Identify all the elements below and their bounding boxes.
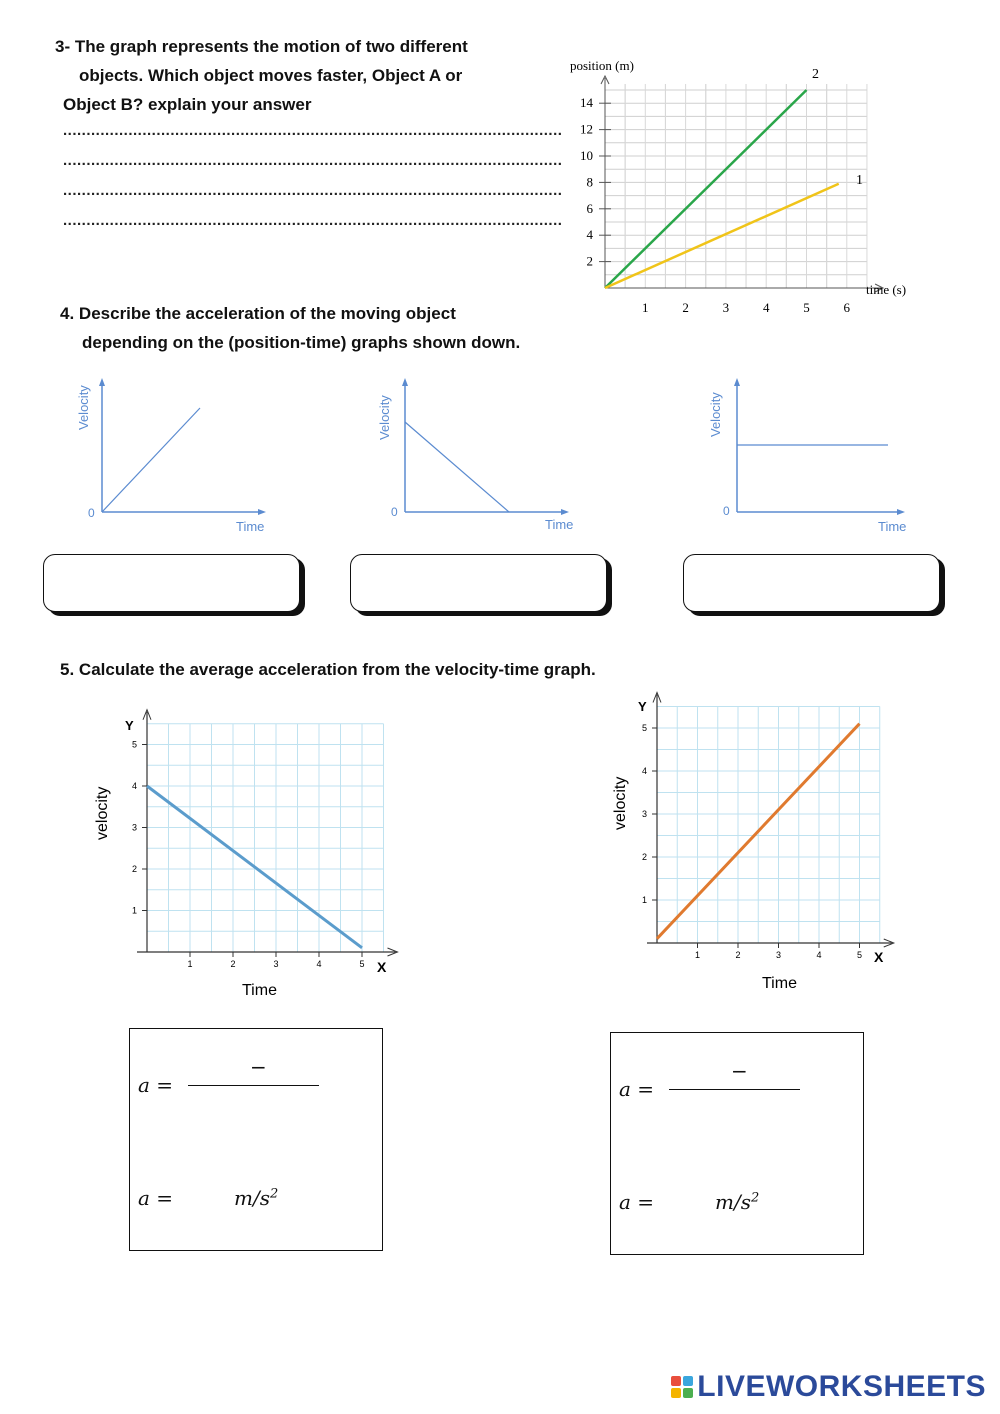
position-ylabel: position (m) <box>570 58 634 73</box>
position-xlabel: time (s) <box>866 282 907 297</box>
y-tick-label: 4 <box>131 781 137 791</box>
x-tick-label: 1 <box>694 950 701 960</box>
x-tick-label: 3 <box>775 950 782 960</box>
y-tick-label: 5 <box>641 723 647 733</box>
y-tick-label: 2 <box>586 253 593 269</box>
velocity-label: Velocity <box>76 385 91 430</box>
x-tick-label: 2 <box>682 300 689 315</box>
unit-label: $m/s^2$ <box>234 1186 279 1210</box>
fraction-line[interactable] <box>188 1085 319 1086</box>
q4-text <box>60 299 580 357</box>
y-tick-label: 3 <box>131 822 137 833</box>
x-tick-label: 1 <box>187 959 193 969</box>
a-equals: a = <box>619 1190 655 1214</box>
x-tick-label: 5 <box>359 959 365 969</box>
q4-line2: depending on the (position-time) graphs shown down. <box>82 333 521 352</box>
x-tick-label: 5 <box>803 300 810 315</box>
q3-line3: Object B? explain your answer <box>63 95 312 114</box>
position-time-graph <box>560 50 930 330</box>
x-tick-label: 1 <box>642 300 649 315</box>
answer-box-1[interactable] <box>43 554 300 612</box>
y-tick-label: 4 <box>641 766 647 776</box>
y-tick-label: 3 <box>641 809 647 819</box>
answer-box-2[interactable] <box>350 554 607 612</box>
x-tick-label: 5 <box>856 950 863 960</box>
velocity-graph-increasing <box>60 370 290 540</box>
y-axis-letter: Y <box>125 718 134 733</box>
series-2-label: 2 <box>812 67 819 82</box>
origin-label: 0 <box>723 504 730 518</box>
velocity-ylabel: velocity <box>612 776 629 830</box>
q5-text <box>60 655 760 684</box>
q3-line1: The graph represents the motion of two different <box>74 37 468 56</box>
x-axis-letter: X <box>874 949 884 965</box>
x-tick-label: 4 <box>816 950 822 960</box>
velocity-label: Velocity <box>708 392 723 437</box>
q4-line1: Describe the acceleration of the moving object <box>78 304 456 323</box>
a-equals: a = <box>138 1073 174 1097</box>
answer-line-1[interactable]: ........................................................................................................... <box>63 122 563 139</box>
y-tick-label: 12 <box>580 121 593 137</box>
time-xlabel: Time <box>242 982 277 999</box>
time-label: Time <box>878 519 907 534</box>
liveworksheets-icon <box>671 1376 693 1398</box>
vt-graph-right <box>600 695 900 995</box>
origin-label: 0 <box>391 505 398 519</box>
velocity-label: Velocity <box>377 395 392 440</box>
velocity-graph-decreasing <box>363 370 593 540</box>
q3-line2: objects. Which object moves faster, Object A or <box>79 66 463 85</box>
y-tick-label: 2 <box>641 852 647 862</box>
a-equals: a = <box>138 1186 174 1210</box>
answer-line-2[interactable]: ........................................................................................................... <box>63 152 563 169</box>
q4-number: 4. <box>60 304 75 323</box>
y-tick-label: 4 <box>586 227 593 243</box>
minus-sign: − <box>731 1059 748 1083</box>
y-tick-label: 1 <box>131 905 137 916</box>
increasing-line <box>102 408 200 512</box>
calc-box-right[interactable] <box>610 1032 864 1255</box>
x-tick-label: 3 <box>273 959 279 969</box>
y-tick-label: 5 <box>131 739 137 750</box>
y-tick-label: 10 <box>580 148 593 163</box>
velocity-graph-constant <box>695 370 925 540</box>
x-tick-label: 6 <box>843 300 851 315</box>
minus-sign: − <box>250 1055 267 1079</box>
origin-label: 0 <box>88 506 95 520</box>
velocity-ylabel: velocity <box>94 786 111 840</box>
y-tick-label: 1 <box>641 895 647 905</box>
a-equals: a = <box>619 1077 655 1101</box>
time-xlabel: Time <box>762 975 797 992</box>
x-tick-label: 4 <box>762 300 770 315</box>
decreasing-line <box>405 422 509 512</box>
position-grid <box>601 76 883 292</box>
x-axis-letter: X <box>377 959 387 975</box>
q5-line: Calculate the average acceleration from the velocity-time graph. <box>78 660 596 679</box>
y-tick-label: 14 <box>580 95 593 111</box>
q3-text <box>55 32 525 119</box>
x-tick-label: 4 <box>316 959 322 969</box>
series-1-line <box>605 184 839 288</box>
answer-line-3[interactable]: ........................................................................................................... <box>63 182 563 199</box>
x-tick-label: 2 <box>230 959 236 969</box>
q5-number: 5. <box>60 660 75 679</box>
fraction-line[interactable] <box>669 1089 800 1090</box>
time-label: Time <box>545 517 574 532</box>
vt-graph-left <box>85 710 405 1010</box>
q3-number: 3- <box>55 37 71 56</box>
liveworksheets-logo <box>671 1370 986 1404</box>
y-tick-label: 2 <box>131 864 137 874</box>
y-axis-letter: Y <box>638 699 647 714</box>
x-tick-label: 3 <box>722 300 730 315</box>
y-tick-label: 8 <box>586 174 593 190</box>
series-1-label: 1 <box>856 173 863 188</box>
brand-name: LIVEWORKSHEETS <box>697 1370 986 1403</box>
time-label: Time <box>236 519 265 534</box>
answer-box-3[interactable] <box>683 554 940 612</box>
x-tick-label: 2 <box>735 950 741 960</box>
y-tick-label: 6 <box>586 200 593 216</box>
answer-line-4[interactable]: ........................................................................................................... <box>63 212 563 229</box>
calc-box-left[interactable] <box>129 1028 383 1251</box>
unit-label: $m/s^2$ <box>715 1190 760 1214</box>
